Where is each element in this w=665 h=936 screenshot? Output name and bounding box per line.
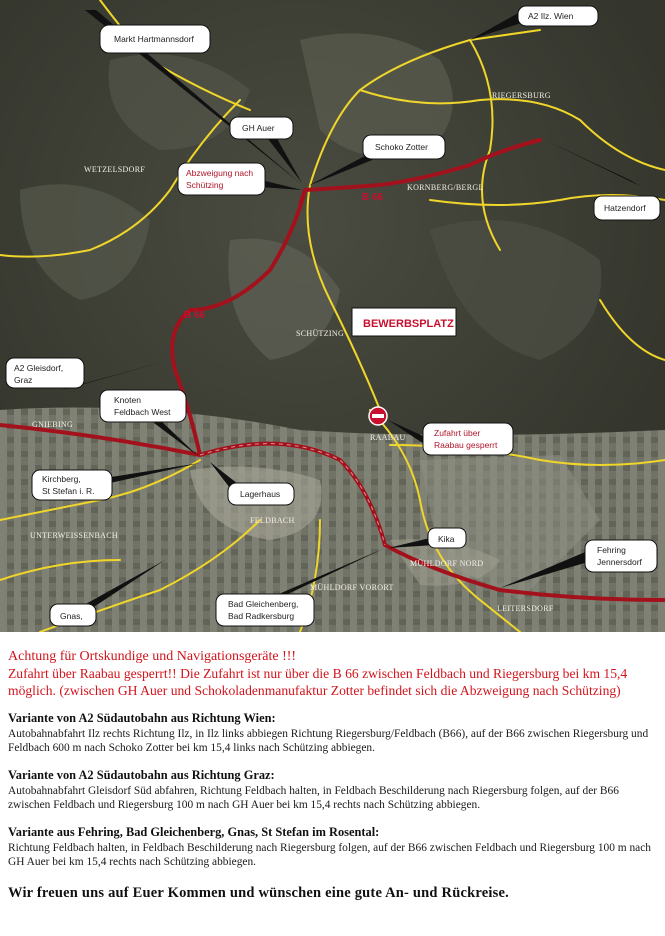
directions-text <box>8 648 658 902</box>
callout-schoko-zotter <box>363 135 445 159</box>
callout-a2-ilz-wien <box>518 6 598 26</box>
route-title: Variante von A2 Südautobahn aus Richtung Graz: <box>8 767 275 782</box>
svg-text:A2 Gleisdorf,: A2 Gleisdorf, <box>14 363 64 373</box>
no-entry-sign-icon <box>369 407 387 425</box>
callout-abzweigung <box>178 163 265 195</box>
place-kornberg: KORNBERG/BERGL <box>407 183 484 192</box>
place-unterweissenbach: UNTERWEISSENBACH <box>30 531 118 540</box>
place-gniebing: GNIEBING <box>32 420 74 429</box>
place-muehldorf-nord: MÜHLDORF NORD <box>410 559 484 568</box>
place-muehldorf-vorort: MÜHLDORF VORORT <box>310 583 394 592</box>
place-leitersdorf: LEITERSDORF <box>497 604 554 613</box>
place-feldbach: FELDBACH <box>250 516 295 525</box>
svg-text:Hatzendorf: Hatzendorf <box>604 203 646 213</box>
route-wien <box>8 711 658 756</box>
svg-text:Abzweigung nach: Abzweigung nach <box>186 168 254 178</box>
callout-bad-gleichenberg <box>216 594 314 626</box>
place-schuetzing: SCHÜTZING <box>296 329 345 338</box>
svg-text:Fehring: Fehring <box>597 545 626 555</box>
svg-text:Gnas,: Gnas, <box>60 611 83 621</box>
callout-kirchberg <box>32 470 112 500</box>
callout-a2-gleisdorf <box>6 358 84 388</box>
svg-text:Bad Gleichenberg,: Bad Gleichenberg, <box>228 599 299 609</box>
route-title: Variante von A2 Südautobahn aus Richtung Wien: <box>8 711 276 725</box>
notice-title: Achtung für Ortskundige und Navigationsgeräte !!! <box>8 649 297 664</box>
svg-text:Knoten: Knoten <box>114 395 141 405</box>
callout-bewerbsplatz <box>352 308 456 336</box>
svg-text:A2 Ilz. Wien: A2 Ilz. Wien <box>528 11 574 21</box>
svg-text:Bad Radkersburg: Bad Radkersburg <box>228 611 295 621</box>
callout-zufahrt-gesperrt <box>423 423 513 455</box>
svg-text:Kirchberg,: Kirchberg, <box>42 474 81 484</box>
road-label-b66-west: B 66 <box>184 310 206 321</box>
svg-text:Kika: Kika <box>438 534 455 544</box>
svg-text:Zufahrt über: Zufahrt über <box>434 428 481 438</box>
callout-markt-hartmannsdorf <box>100 25 210 53</box>
callout-kika <box>428 528 466 548</box>
callout-fehring <box>585 540 657 572</box>
svg-text:Lagerhaus: Lagerhaus <box>240 489 281 499</box>
svg-text:St Stefan i. R.: St Stefan i. R. <box>42 486 95 496</box>
route-title: Variante aus Fehring, Bad Gleichenberg, Gnas, St Stefan im Rosental: <box>8 824 380 839</box>
notice-body: Zufahrt über Raabau gesperrt!! Die Zufahrt ist nur über die B 66 zwischen Feldbach und Riegersburg bei km 15,4 möglich. (zwischen GH Auer und Schokoladenmanufaktur Zotter befindet sich die Abzweigung nach Schützing) <box>8 666 628 698</box>
svg-text:Schützing: Schützing <box>186 180 224 190</box>
svg-text:BEWERBSPLATZ: BEWERBSPLATZ <box>363 318 454 330</box>
route-graz <box>8 768 658 813</box>
place-wetzelsdorf: WETZELSDORF <box>84 165 146 174</box>
callout-hatzendorf <box>594 196 660 220</box>
callout-gh-auer <box>230 117 293 139</box>
closing-text: Wir freuen uns auf Euer Kommen und wünschen eine gute An- und Rückreise. <box>8 885 509 902</box>
svg-text:Schoko Zotter: Schoko Zotter <box>375 142 428 152</box>
road-label-b66-north: B 66 <box>362 192 384 203</box>
svg-text:Graz: Graz <box>14 375 33 385</box>
place-riegersburg: RIEGERSBURG <box>492 91 551 100</box>
callout-knoten-feldbach-west <box>100 390 186 422</box>
route-text: Richtung Feldbach halten, in Feldbach Beschilderung nach Riegersburg folgen, auf der B66 zwischen Feldbach und Riegersburg 100 m nach GH Auer bei km 15,4 rechts nach Schützing abbiegen. <box>8 841 651 869</box>
svg-text:Feldbach West: Feldbach West <box>114 407 171 417</box>
svg-text:Raabau gesperrt: Raabau gesperrt <box>434 440 498 450</box>
route-fehring <box>8 825 658 870</box>
svg-text:Markt Hartmannsdorf: Markt Hartmannsdorf <box>114 34 194 44</box>
svg-text:Jennersdorf: Jennersdorf <box>597 557 642 567</box>
route-text: Autobahnabfahrt Gleisdorf Süd abfahren, Richtung Feldbach halten, in Feldbach Beschilderung nach Riegersburg folgen, auf der B66 zwischen Feldbach und Riegersburg 100 m nach GH Auer bei km 15,4 rechts nach Schützing abbiegen. <box>8 784 619 812</box>
svg-text:GH Auer: GH Auer <box>242 123 275 133</box>
place-raabau: RAABAU <box>370 433 406 442</box>
route-text: Autobahnabfahrt Ilz rechts Richtung Ilz, in Ilz links abbiegen Richtung Riegersburg/Feldbach (B66), auf der B66 zwischen Riegersburg und Feldbach 600 m nach Schoko Zotter bei km 15,4 links nach Schützing abbiegen. <box>8 728 649 755</box>
callout-gnas <box>50 604 96 626</box>
callout-lagerhaus <box>228 483 294 505</box>
